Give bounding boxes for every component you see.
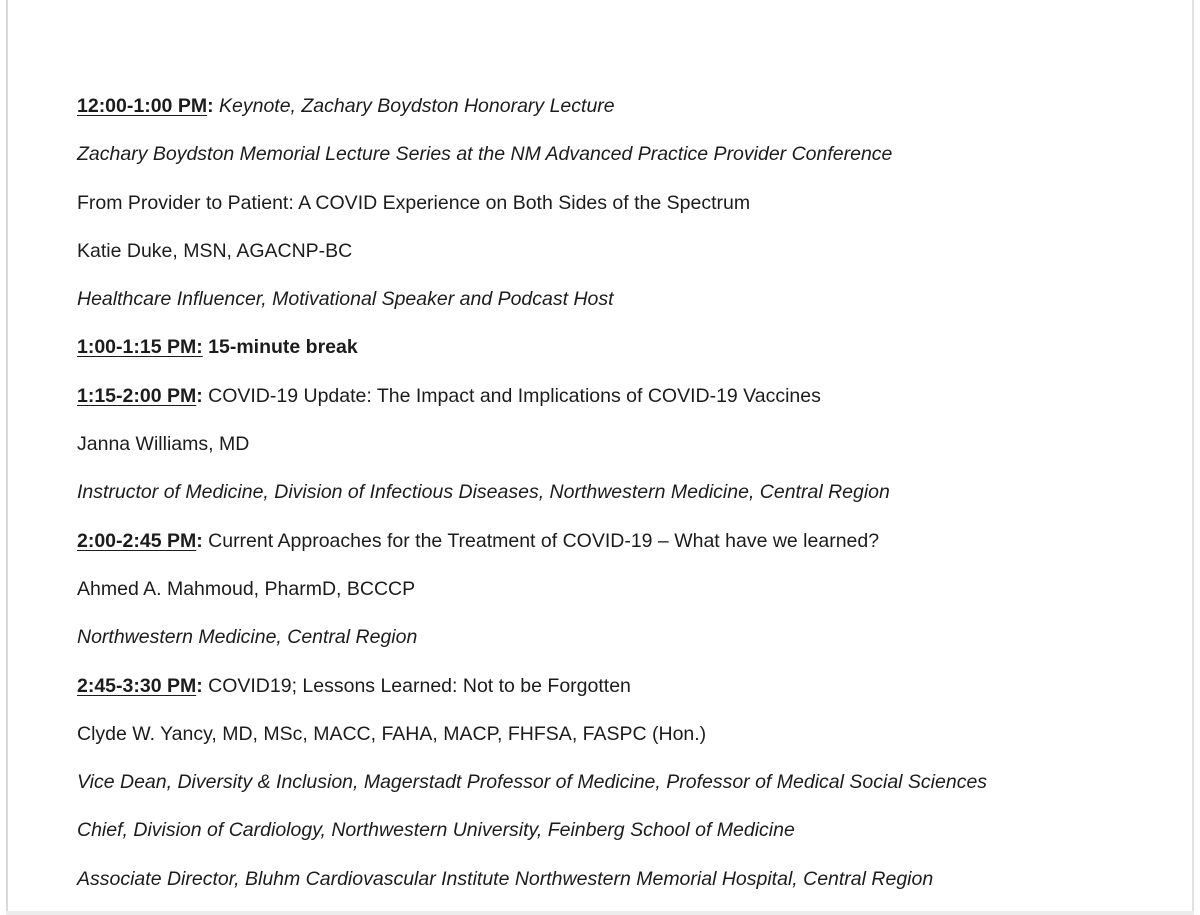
agenda-detail-line xyxy=(77,429,1177,477)
detail-text: Katie Duke, MSN, AGACNP-BC xyxy=(77,239,353,262)
session-title: 15-minute break xyxy=(202,336,358,359)
session-title: COVID-19 Update: The Impact and Implications of COVID-19 Vaccines xyxy=(202,384,821,407)
agenda-detail-line xyxy=(77,815,1177,863)
agenda-detail-line xyxy=(77,477,1177,525)
session-title: COVID19; Lessons Learned: Not to be Forgotten xyxy=(202,674,631,697)
detail-text: From Provider to Patient: A COVID Experience on Both Sides of the Spectrum xyxy=(77,191,751,214)
agenda-detail-line xyxy=(77,767,1177,815)
session-time-separator: : xyxy=(207,95,214,117)
session-time: 2:00-2:45 PM xyxy=(77,529,197,552)
agenda-detail-line xyxy=(77,622,1177,670)
session-time-separator: : xyxy=(196,384,203,407)
detail-text: Janna Williams, MD xyxy=(77,433,250,456)
detail-text: Healthcare Influencer, Motivational Speaker and Podcast Host xyxy=(77,288,614,311)
detail-text: Clyde W. Yancy, MD, MSc, MACC, FAHA, MACP, FHFSA, FASPC (Hon.) xyxy=(77,722,707,745)
agenda-session-line xyxy=(77,381,1177,429)
session-time-separator: : xyxy=(196,529,203,552)
agenda-session-line xyxy=(77,526,1177,574)
agenda-detail-line xyxy=(77,139,1177,187)
agenda-detail-line xyxy=(77,864,1177,912)
page-edge-right xyxy=(1192,0,1194,915)
agenda-session-line xyxy=(77,332,1177,380)
detail-text: Chief, Division of Cardiology, Northwestern University, Feinberg School of Medicine xyxy=(77,819,795,842)
agenda-detail-line xyxy=(77,236,1177,284)
session-time: 12:00-1:00 PM xyxy=(77,95,208,117)
detail-text: Zachary Boydston Memorial Lecture Series at the NM Advanced Practice Provider Conference xyxy=(77,143,893,166)
agenda-session-line xyxy=(77,91,1177,139)
agenda-detail-line xyxy=(77,284,1177,332)
agenda-detail-line xyxy=(77,574,1177,622)
agenda-content xyxy=(77,91,1177,912)
session-time: 1:15-2:00 PM xyxy=(77,384,197,407)
detail-text: Instructor of Medicine, Division of Infectious Diseases, Northwestern Medicine, Central Region xyxy=(77,481,890,504)
detail-text: Vice Dean, Diversity & Inclusion, Magerstadt Professor of Medicine, Professor of Medical Social Sciences xyxy=(77,771,988,794)
detail-text: Northwestern Medicine, Central Region xyxy=(77,626,418,649)
agenda-detail-line xyxy=(77,188,1177,236)
detail-text: Ahmed A. Mahmoud, PharmD, BCCCP xyxy=(77,577,416,600)
agenda-detail-line xyxy=(77,719,1177,767)
session-time: 1:00-1:15 PM: xyxy=(77,336,203,359)
page-edge-left xyxy=(6,0,8,915)
session-title: Current Approaches for the Treatment of COVID-19 – What have we learned? xyxy=(202,529,880,552)
session-time: 2:45-3:30 PM xyxy=(77,674,197,697)
session-time-separator: : xyxy=(196,674,203,697)
agenda-session-line xyxy=(77,671,1177,719)
session-title: Keynote, Zachary Boydston Honorary Lecture xyxy=(213,95,615,117)
detail-text: Associate Director, Bluhm Cardiovascular Institute Northwestern Memorial Hospital, Central Region xyxy=(77,867,934,890)
